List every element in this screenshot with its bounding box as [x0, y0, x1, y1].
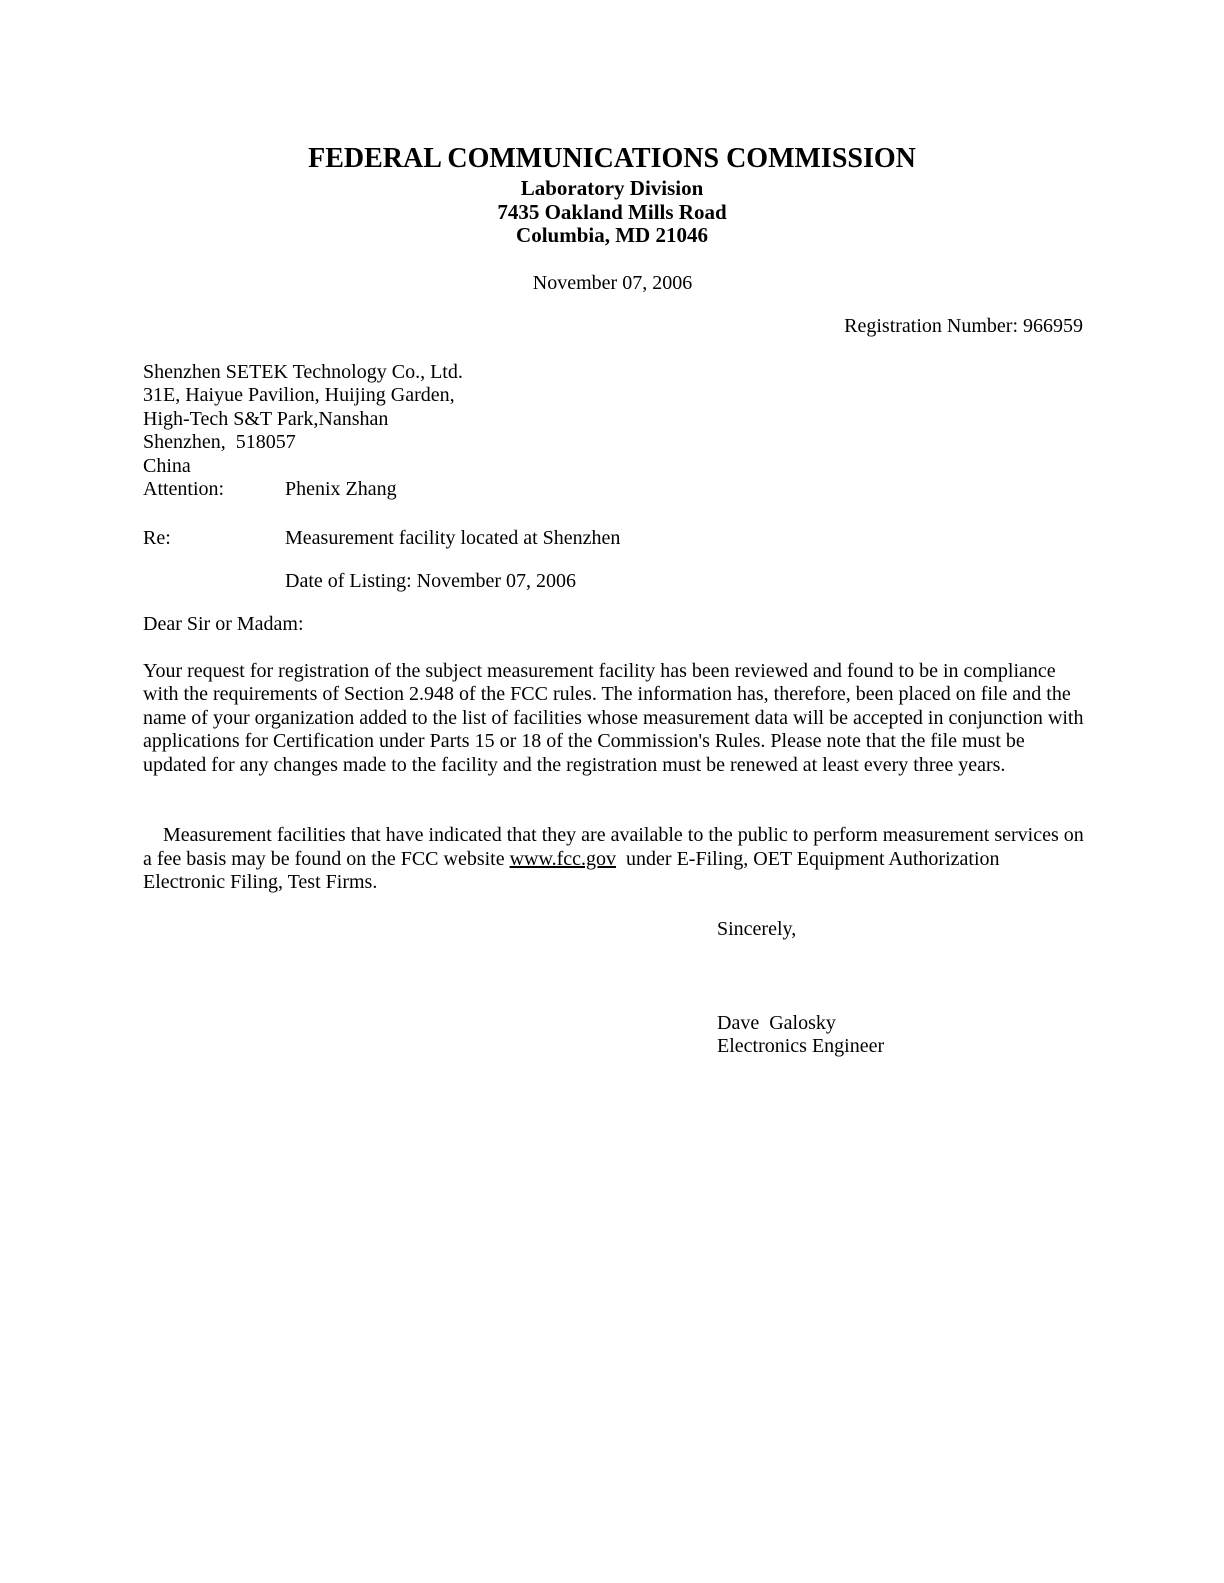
attention-name: Phenix Zhang: [285, 478, 397, 501]
re-subject-text: Measurement facility located at Shenzhen: [285, 527, 621, 549]
signer-title: Electronics Engineer: [717, 1035, 885, 1058]
body-paragraph-2-text-before-link: Measurement facilities that have indicated that they are available to the public to perform measurement services on a fee basis may be found on the FCC website: [143, 824, 1089, 870]
re-label: Re:: [143, 527, 171, 549]
recipient-address-line-1: 31E, Haiyue Pavilion, Huijing Garden,: [143, 384, 455, 407]
attention-label: Attention:: [143, 478, 225, 501]
signer-name: Dave Galosky: [717, 1012, 836, 1034]
body-paragraph-2-text-after-link: under E-Filing, OET Equipment Authorization Electronic Filing, Test Firms.: [143, 847, 1005, 894]
recipient-country: China: [143, 454, 191, 477]
body-paragraph-2: [143, 801, 1089, 918]
letterhead-division: Laboratory Division: [520, 176, 704, 200]
body-paragraph-1: Your request for registration of the subject measurement facility has been reviewed and found to be in compliance with the requirements of Section 2.948 of the FCC rules. The information has, therefore, been placed on file and the name of your organization added to the list of facilities whose measurement data will be accepted in conjunction with applications for Certification under Parts 15 or 18 of the Commission's Rules. Please note that the file must be updated for any changes made to the facility and the registration must be renewed at least every three years.: [143, 660, 1084, 776]
letter-date: November 07, 2006: [532, 272, 693, 294]
registration-number: Registration Number: 966959: [844, 315, 1083, 337]
attention-row: [143, 478, 463, 501]
fcc-website-link[interactable]: www.fcc.gov: [509, 847, 617, 870]
valediction: Sincerely,: [717, 918, 797, 940]
recipient-address-line-2: High-Tech S&T Park,Nanshan: [143, 407, 389, 430]
letterhead-street: 7435 Oakland Mills Road: [497, 199, 727, 224]
recipient-address-block: [143, 361, 463, 501]
signature-block: [717, 1012, 884, 1059]
recipient-address-line-3: Shenzhen, 518057: [143, 431, 296, 454]
subject-row: [143, 527, 620, 550]
letterhead-city: Columbia, MD 21046: [516, 223, 708, 248]
letterhead-block: [0, 177, 1224, 248]
letter-title: FEDERAL COMMUNICATIONS COMMISSION: [308, 143, 916, 174]
salutation: Dear Sir or Madam:: [143, 613, 304, 635]
date-of-listing: Date of Listing: November 07, 2006: [285, 570, 577, 592]
recipient-company: Shenzhen SETEK Technology Co., Ltd.: [143, 361, 463, 383]
